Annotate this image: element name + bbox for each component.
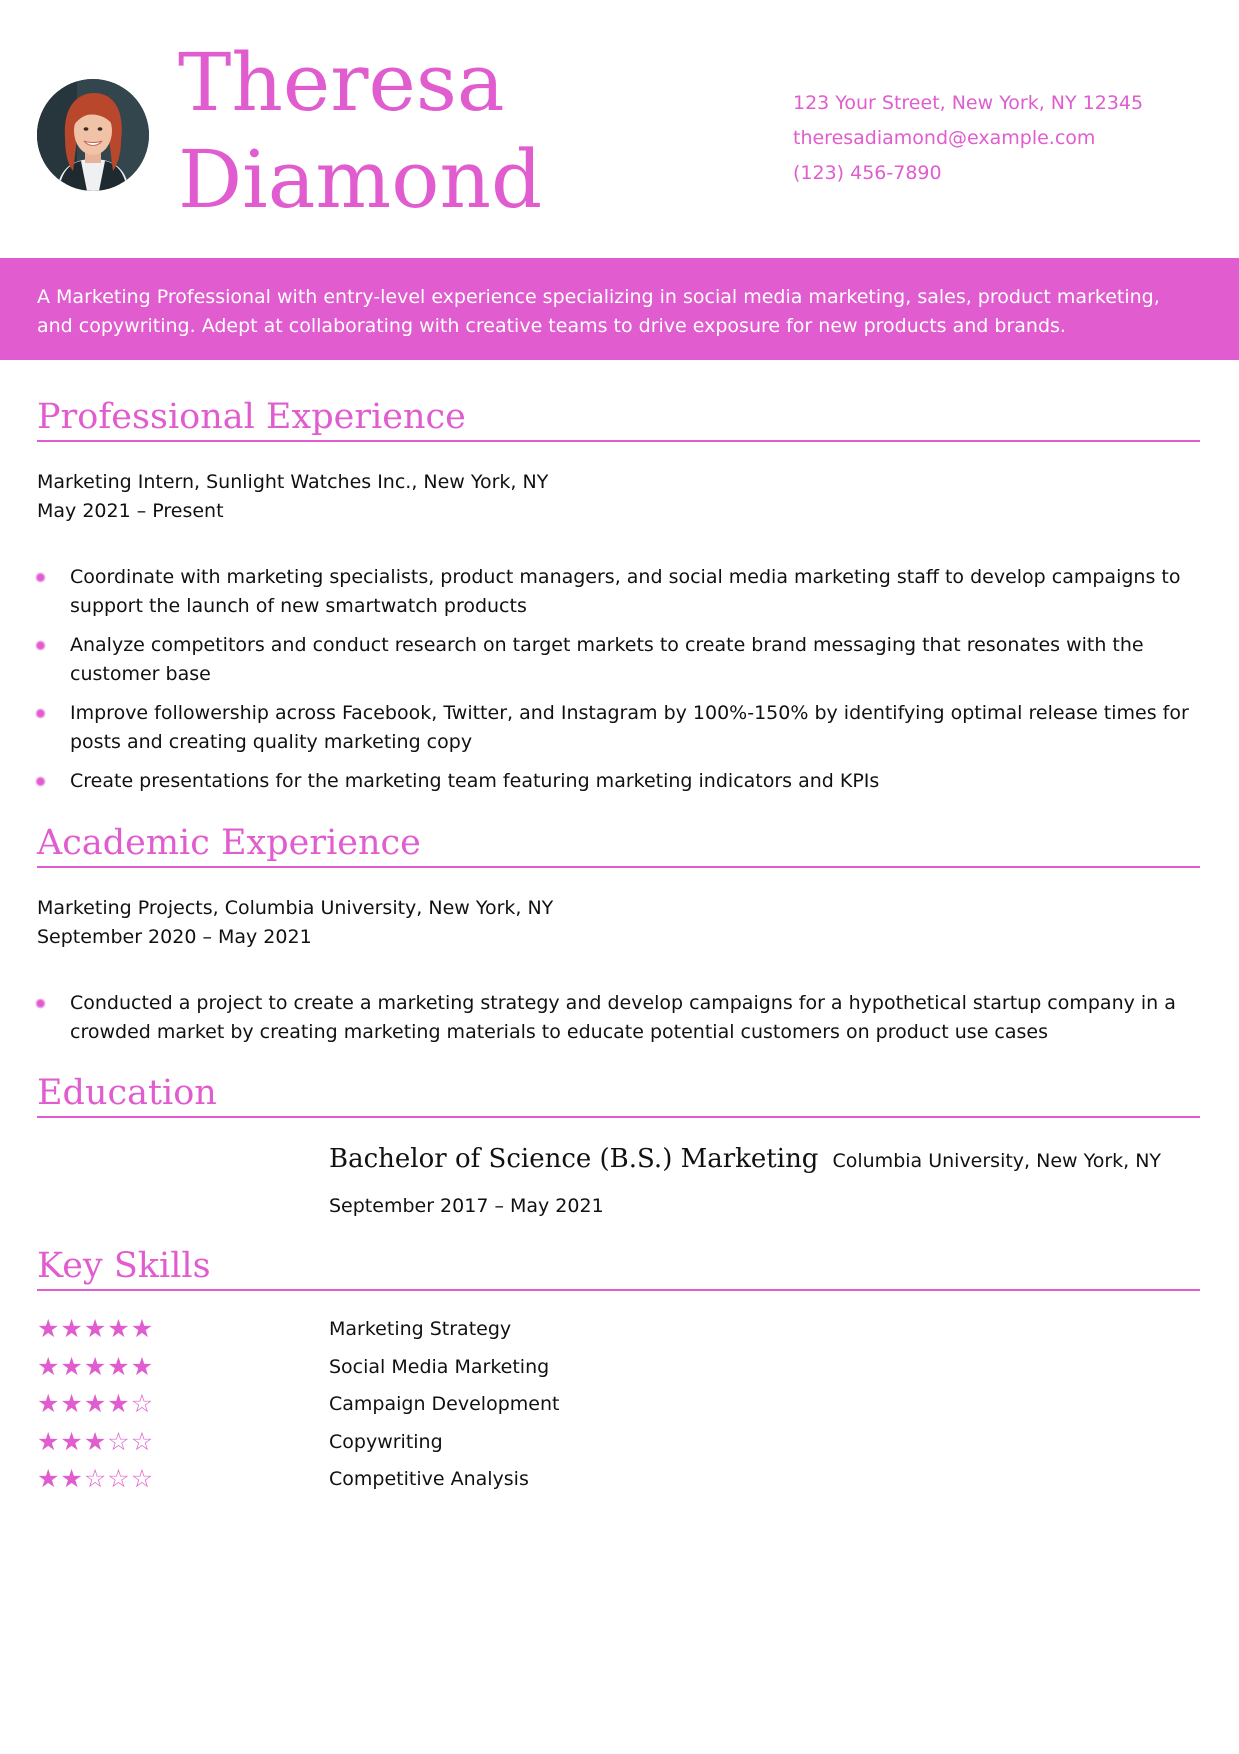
star-rating xyxy=(37,1352,154,1382)
star-empty-icon: ☆ xyxy=(107,1426,131,1456)
star-rating xyxy=(37,1464,154,1494)
list-item xyxy=(37,631,1202,689)
star-empty-icon: ☆ xyxy=(130,1464,155,1493)
section-title-education: Education xyxy=(37,1070,1200,1118)
education-dates: September 2017 – May 2021 xyxy=(329,1195,604,1217)
bullet-text: Create presentations for the marketing team featuring marketing indicators and KPIs xyxy=(70,770,880,792)
skill-name: Marketing Strategy xyxy=(329,1318,512,1340)
bullet-icon xyxy=(37,1000,44,1007)
bullet-text: Conducted a project to create a marketing strategy and develop campaigns for a hypothetical startup company in a crowded market by creating marketing materials to educate potential customers on product use cases xyxy=(70,992,1176,1043)
bullet-icon xyxy=(37,710,44,717)
star-filled-icon: ★ xyxy=(60,1351,84,1381)
academic-bullet-list xyxy=(37,989,1202,1057)
first-name: Theresa xyxy=(178,36,505,129)
bullet-text: Improve followership across Facebook, Twitter, and Instagram by 100%-150% by identifying optimal release times for posts and creating quality marketing copy xyxy=(70,702,1189,753)
star-filled-icon: ★ xyxy=(83,1351,108,1381)
star-filled-icon: ★ xyxy=(60,1464,84,1493)
star-filled-icon: ★ xyxy=(107,1351,131,1381)
star-filled-icon: ★ xyxy=(130,1351,155,1381)
skill-name: Competitive Analysis xyxy=(329,1468,529,1490)
bullet-text: Analyze competitors and conduct research on target markets to create brand messaging that resonates with the customer base xyxy=(70,634,1144,685)
school-name: Columbia University, New York, NY xyxy=(832,1150,1162,1172)
star-filled-icon: ★ xyxy=(37,1314,61,1343)
contact-info xyxy=(793,86,1143,191)
bullet-text: Coordinate with marketing specialists, product managers, and social media marketing staff to develop campaigns to support the launch of new smartwatch products xyxy=(70,566,1181,617)
star-empty-icon: ☆ xyxy=(130,1426,155,1456)
skill-row xyxy=(37,1427,837,1465)
section-title-academic: Academic Experience xyxy=(37,820,1200,868)
candidate-name xyxy=(178,34,542,228)
job-dates: May 2021 – Present xyxy=(37,500,224,522)
list-item xyxy=(37,699,1202,757)
star-rating xyxy=(37,1427,154,1457)
star-filled-icon: ★ xyxy=(83,1314,108,1343)
star-filled-icon: ★ xyxy=(37,1351,61,1381)
bullet-icon xyxy=(37,642,44,649)
skills-list xyxy=(37,1314,837,1502)
professional-bullet-list xyxy=(37,563,1202,806)
academic-role: Marketing Projects, Columbia University, New York, NY xyxy=(37,897,554,919)
star-filled-icon: ★ xyxy=(37,1389,61,1418)
skill-row xyxy=(37,1314,837,1352)
star-filled-icon: ★ xyxy=(60,1389,84,1418)
skill-name: Social Media Marketing xyxy=(329,1355,550,1378)
star-filled-icon: ★ xyxy=(60,1314,84,1343)
job-role: Marketing Intern, Sunlight Watches Inc., New York, NY xyxy=(37,471,549,493)
star-empty-icon: ☆ xyxy=(107,1464,131,1493)
star-rating xyxy=(37,1389,154,1419)
section-title-professional: Professional Experience xyxy=(37,394,1200,442)
star-filled-icon: ★ xyxy=(37,1426,61,1456)
address-text: 123 Your Street, New York, NY 12345 xyxy=(793,92,1144,114)
star-empty-icon: ☆ xyxy=(83,1464,108,1493)
skill-name: Copywriting xyxy=(329,1430,443,1453)
phone-text: (123) 456-7890 xyxy=(793,162,942,184)
bullet-icon xyxy=(37,778,44,785)
profile-photo xyxy=(37,79,149,191)
email-link[interactable]: theresadiamond@example.com xyxy=(793,127,1096,149)
star-filled-icon: ★ xyxy=(130,1314,155,1343)
academic-dates: September 2020 – May 2021 xyxy=(37,926,312,948)
skill-name: Campaign Development xyxy=(329,1393,560,1415)
list-item xyxy=(37,989,1202,1047)
degree-title: Bachelor of Science (B.S.) Marketing xyxy=(329,1144,819,1174)
skill-row xyxy=(37,1464,837,1502)
star-empty-icon: ☆ xyxy=(130,1389,155,1418)
star-filled-icon: ★ xyxy=(83,1389,108,1418)
star-filled-icon: ★ xyxy=(83,1426,108,1456)
resume-header xyxy=(0,0,1239,250)
bullet-icon xyxy=(37,574,44,581)
list-item xyxy=(37,563,1202,621)
star-filled-icon: ★ xyxy=(107,1389,131,1418)
star-rating xyxy=(37,1314,154,1344)
summary-text: A Marketing Professional with entry-level experience specializing in social media marketing, sales, product marketing, and copywriting. Adept at collaborating with creative teams to drive exposure for new products and brands. xyxy=(37,286,1160,337)
star-filled-icon: ★ xyxy=(107,1314,131,1343)
star-filled-icon: ★ xyxy=(37,1464,61,1493)
skill-row xyxy=(37,1352,837,1390)
list-item xyxy=(37,767,1202,796)
portrait-illustration xyxy=(37,79,149,191)
education-entry xyxy=(329,1141,1161,1177)
star-filled-icon: ★ xyxy=(60,1426,84,1456)
skill-row xyxy=(37,1389,837,1427)
last-name: Diamond xyxy=(178,133,543,226)
section-title-skills: Key Skills xyxy=(37,1243,1200,1291)
